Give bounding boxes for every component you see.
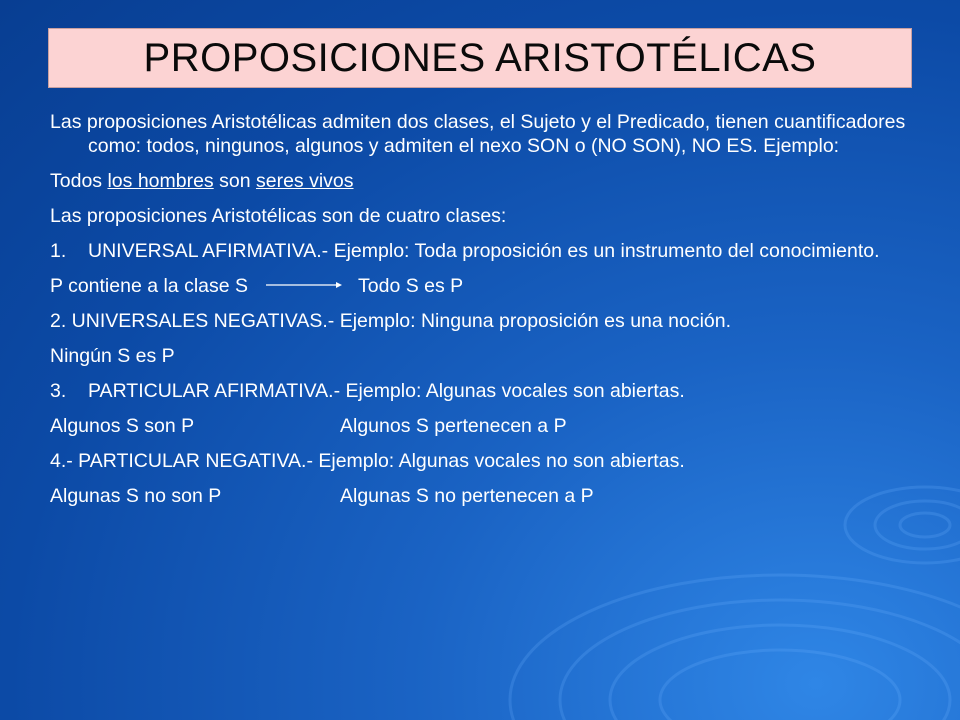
p-contains-left: P contiene a la clase S xyxy=(50,275,249,297)
title-box xyxy=(48,28,912,88)
item-text: UNIVERSAL AFIRMATIVA.- Ejemplo: Toda proposición es un instrumento del conocimiento. xyxy=(88,240,880,262)
algunas-line xyxy=(50,484,920,508)
example-sentence xyxy=(50,169,920,193)
four-classes-text: Las proposiciones Aristotélicas son de cuatro clases: xyxy=(50,205,507,227)
arrow-right-icon xyxy=(266,280,342,290)
slide-content xyxy=(50,110,920,519)
algunos-right: Algunos S pertenecen a P xyxy=(340,415,567,437)
p-contains-line xyxy=(50,274,920,298)
item-text: PARTICULAR AFIRMATIVA.- Ejemplo: Algunas vocales son abiertas. xyxy=(88,380,685,402)
item-universales-negativas: 2. UNIVERSALES NEGATIVAS.- Ejemplo: Ninguna proposición es una noción. xyxy=(50,310,732,332)
example-word-todos: Todos xyxy=(50,170,103,192)
ningun-line: Ningún S es P xyxy=(50,345,175,367)
algunas-left: Algunas S no son P xyxy=(50,485,222,507)
item-particular-afirmativa xyxy=(50,379,920,403)
example-predicate: seres vivos xyxy=(255,170,354,192)
algunos-line xyxy=(50,414,920,438)
item-universal-afirmativa xyxy=(50,239,920,263)
example-subject: los hombres xyxy=(107,170,214,192)
item-number: 3. xyxy=(50,380,67,402)
algunos-left: Algunos S son P xyxy=(50,415,195,437)
p-contains-right: Todo S es P xyxy=(358,275,464,297)
item-number: 1. xyxy=(50,240,67,262)
intro-paragraph: Las proposiciones Aristotélicas admiten dos clases, el Sujeto y el Predicado, tienen cuantificadores como: todos, ningunos, algunos y admiten el nexo SON o (NO SON), NO ES. Ejemplo: xyxy=(50,111,906,157)
algunas-right: Algunas S no pertenecen a P xyxy=(340,485,594,507)
item-particular-negativa: 4.- PARTICULAR NEGATIVA.- Ejemplo: Algunas vocales no son abiertas. xyxy=(50,450,685,472)
page-title: PROPOSICIONES ARISTOTÉLICAS xyxy=(143,35,817,80)
example-word-son: son xyxy=(219,170,251,192)
